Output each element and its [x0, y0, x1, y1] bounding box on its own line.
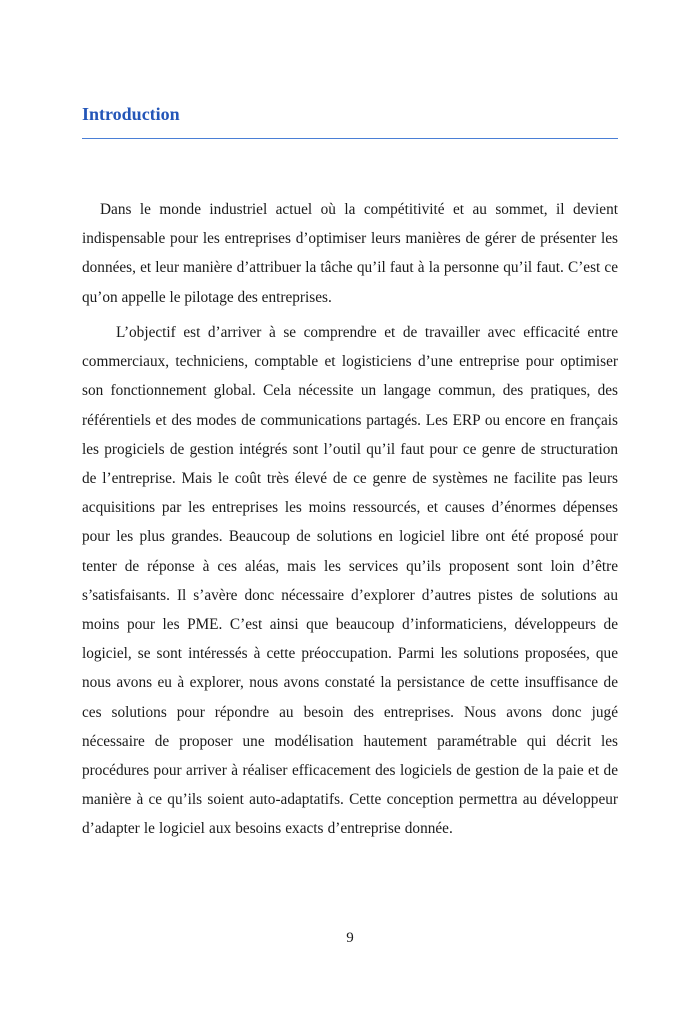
paragraph-objective: L’objectif est d’arriver à se comprendre et de travailler avec efficacité entre commerciaux, techniciens, comptable et logisticiens d’une entreprise pour optimiser son fonctionnement global. Cela nécessite un langage commun, des pratiques, des référentiels et des modes de communications partagés. Les ERP ou encore en français les progiciels de gestion intégrés sont l’outil qu’il faut pour ce genre de structuration de l’entreprise. Mais le coût très élevé de ce genre de systèmes ne facilite pas leurs acquisitions par les entreprises les moins ressourcés, et causes d’énormes dépenses pour les plus grandes. Beaucoup de solutions en logiciel libre ont été proposé pour tenter de réponse à ces aléas, mais les services qu’ils proposent sont loin d’être s’satisfaisants. Il s’avère donc nécessaire d’explorer d’autres pistes de solutions au moins pour les PME. C’est ainsi que beaucoup d’informaticiens, développeurs de logiciel, se sont intéressés à cette préoccupation. Parmi les solutions proposées, que nous avons eu à explorer, nous avons constaté la persistance de cette insuffisance de ces solutions pour répondre au besoin des entreprises. Nous avons donc jugé nécessaire de proposer une modélisation hautement paramétrable qui décrit les procédures pour arriver à réaliser efficacement des logiciels de gestion de la paie et de manière à ce qu’ils soient auto-adaptatifs. Cette conception permettra au développeur d’adapter le logiciel aux besoins exacts d’entreprise donnée. [82, 324, 618, 838]
paragraph-intro: Dans le monde industriel actuel où la compétitivité et au sommet, il devient indispensable pour les entreprises d’optimiser leurs manières de gérer de présenter les données, et leur manière d’attribuer la tâche qu’il faut à la personne qu’il faut. C’est ce qu’on appelle le pilotage des entreprises. [82, 201, 618, 306]
heading-underline [82, 138, 618, 139]
page-number: 9 [346, 930, 354, 946]
section-heading: Introduction [82, 104, 180, 124]
